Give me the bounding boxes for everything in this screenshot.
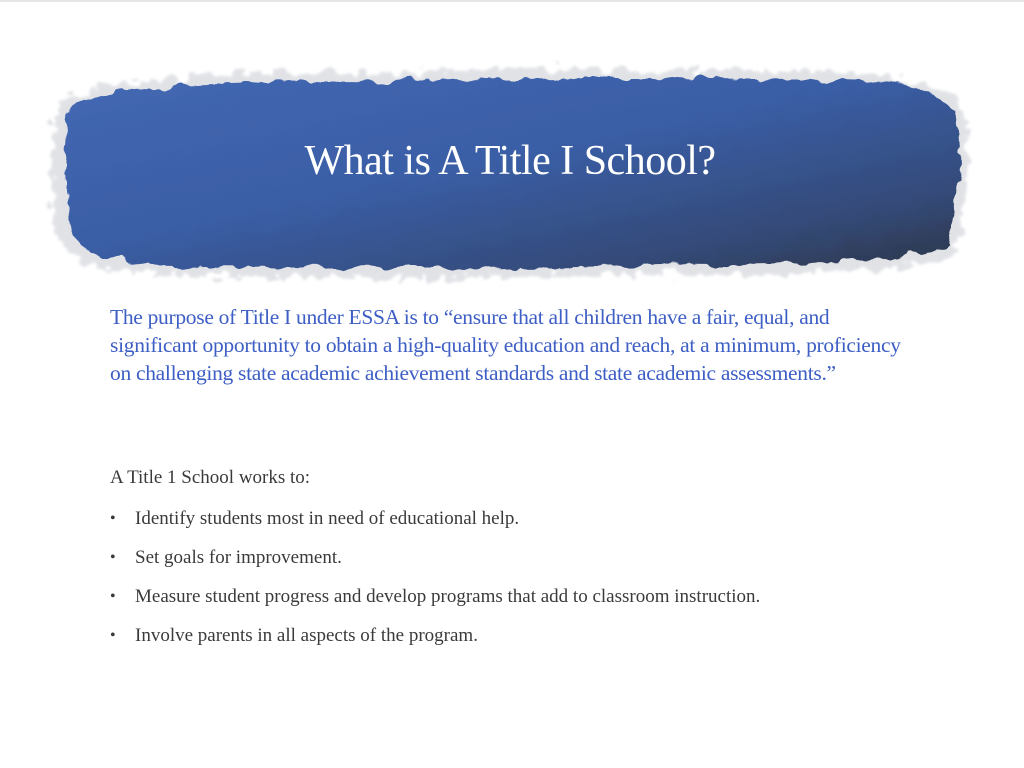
works-to-intro: A Title 1 School works to: [110,467,311,488]
list-item-text: Measure student progress and develop programs that add to classroom instruction. [135,586,761,607]
bullet-icon: • [110,627,116,644]
list-item-text: Identify students most in need of educational help. [135,508,520,529]
list-item [110,507,950,531]
bullet-icon: • [110,510,116,527]
list-item-text: Set goals for improvement. [135,547,342,568]
top-divider [0,0,1024,2]
bullet-list [110,507,950,648]
bullet-icon: • [110,549,116,566]
list-item [110,624,950,648]
list-item-text: Involve parents in all aspects of the program. [135,625,478,646]
list-item [110,546,950,570]
purpose-paragraph: The purpose of Title I under ESSA is to “ensure that all children have a fair, equal, and significant opportunity to obtain a high-quality education and reach, at a minimum, proficiency on challenging state academic achievement standards and state academic assessments.” [110,305,901,385]
slide-title: What is A Title I School? [304,138,716,184]
bullet-icon: • [110,588,116,605]
list-item [110,585,950,609]
works-to-section [110,466,950,663]
